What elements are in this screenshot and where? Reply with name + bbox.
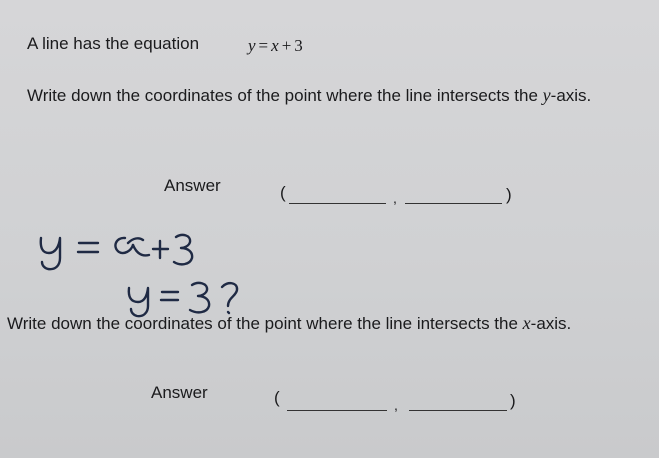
- x-answer-label: Answer: [151, 383, 208, 402]
- x-answer-comma: ,: [394, 397, 398, 413]
- y-answer-open-paren: (: [280, 183, 286, 202]
- equation-x: x: [271, 36, 279, 55]
- equation-y: y: [248, 36, 256, 55]
- x-question-axis-var: x: [522, 313, 531, 333]
- line-intro-text: A line has the equation: [27, 34, 200, 53]
- y-answer-close-paren: ): [506, 185, 512, 204]
- x-answer-y-field[interactable]: [409, 410, 507, 411]
- x-answer-x-field[interactable]: [287, 410, 387, 411]
- y-question-text: Write down the coordinates of the point where the line intersects the: [27, 86, 543, 105]
- equation-constant: 3: [294, 36, 303, 55]
- y-answer-label: Answer: [164, 176, 221, 195]
- x-intercept-question: [7, 313, 571, 334]
- equation-plus: +: [281, 36, 292, 55]
- y-question-suffix: -axis.: [550, 86, 592, 105]
- x-answer-close-paren: ): [510, 391, 516, 410]
- equation-equals: =: [258, 36, 269, 55]
- x-question-text: Write down the coordinates of the point where the line intersects the: [7, 314, 523, 333]
- x-question-suffix: -axis.: [530, 314, 572, 333]
- y-answer-comma: ,: [393, 190, 397, 206]
- x-answer-open-paren: (: [274, 388, 280, 407]
- y-question-axis-var: y: [542, 85, 551, 105]
